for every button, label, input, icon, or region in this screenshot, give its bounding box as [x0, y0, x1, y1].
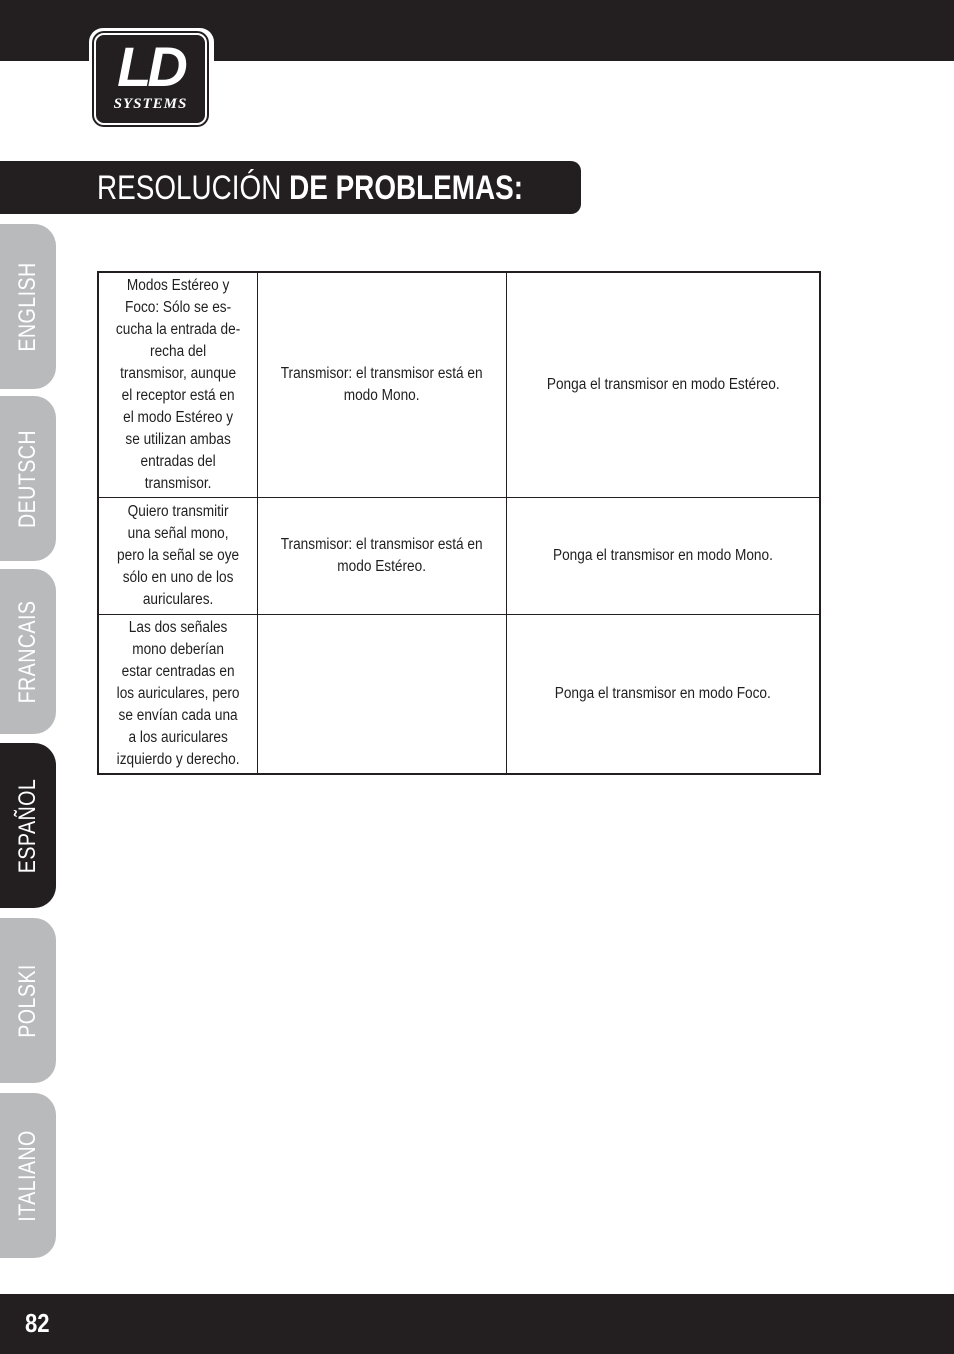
tab-espanol[interactable]: [0, 743, 56, 908]
solution-cell: [506, 498, 820, 615]
tab-polski-label: POLSKI: [14, 963, 41, 1038]
cause-text: Transmisor: el transmisor está en modo Estéreo.: [280, 536, 483, 575]
tab-francais[interactable]: [0, 569, 56, 734]
tab-deutsch[interactable]: [0, 396, 56, 561]
problem-cell: [98, 498, 258, 615]
logo-systems-text: SYSTEMS: [113, 96, 188, 112]
logo-inner: [94, 33, 207, 125]
problem-text: Quiero transmitir una señal mono, pero la señal se oye sólo en uno de los auriculares.: [117, 503, 240, 608]
solution-cell: [506, 615, 820, 775]
solution-text: Ponga el transmisor en modo Foco.: [554, 685, 771, 702]
table-row: [98, 272, 820, 498]
problem-text: Modos Estéreo y Foco: Sólo se es-cucha la entrada de-recha del transmisor, aunque el receptor está en el modo Estéreo y se utilizan ambas entradas del transmisor.: [115, 277, 241, 492]
logo-ld-text: LD: [117, 35, 184, 98]
page-title: [97, 167, 523, 209]
section-title-bar: [0, 161, 581, 214]
tab-italiano[interactable]: [0, 1093, 56, 1258]
troubleshooting-table: [97, 271, 821, 775]
tab-english-label: ENGLISH: [14, 261, 41, 352]
tab-deutsch-label: DEUTSCH: [14, 429, 41, 528]
cause-text: Transmisor: el transmisor está en modo Mono.: [280, 365, 483, 404]
page-title-light: RESOLUCIÓN: [97, 169, 282, 207]
page-number: 82: [25, 1308, 50, 1338]
solution-cell: [506, 272, 820, 498]
bottom-bar: [0, 1294, 954, 1354]
tab-polski[interactable]: [0, 918, 56, 1083]
tab-espanol-label: ESPAÑOL: [14, 778, 41, 873]
cause-cell: [258, 498, 506, 615]
ld-systems-logo: [89, 28, 214, 128]
tab-english[interactable]: [0, 224, 56, 389]
cause-cell: [258, 615, 506, 775]
tab-italiano-label: ITALIANO: [14, 1129, 41, 1222]
table-row: [98, 498, 820, 615]
solution-text: Ponga el transmisor en modo Mono.: [552, 547, 773, 564]
table-row: [98, 615, 820, 775]
problem-text: Las dos señales mono deberían estar centradas en los auriculares, pero se envían cada una a los auriculares izquierdo y derecho.: [116, 619, 240, 768]
page-title-bold: DE PROBLEMAS:: [289, 169, 524, 207]
problem-cell: [98, 615, 258, 775]
tab-francais-label: FRANCAIS: [14, 600, 41, 703]
problem-cell: [98, 272, 258, 498]
cause-cell: [258, 272, 506, 498]
solution-text: Ponga el transmisor en modo Estéreo.: [546, 376, 780, 393]
